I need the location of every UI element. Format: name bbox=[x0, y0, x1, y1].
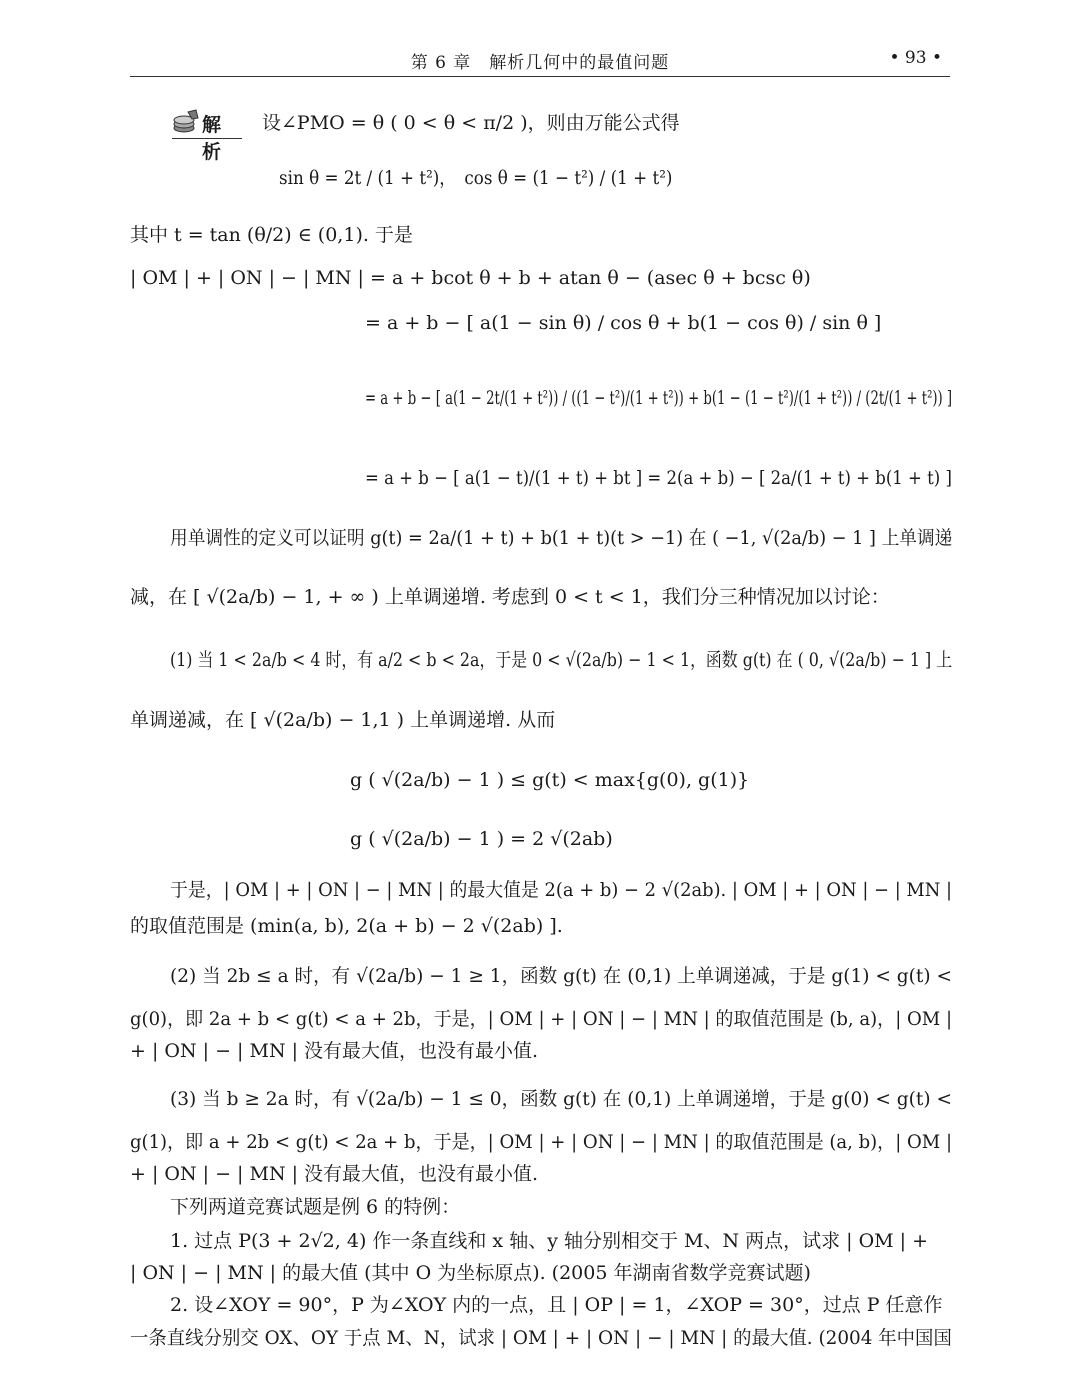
line-16: (2) 当 2b ≤ a 时，有 √(2a/b) − 1 ≥ 1，函数 g(t) 在 (0,1) 上单调递减，于是 g(1) < g(t) < bbox=[170, 965, 953, 987]
line-3: 其中 t = tan (θ/2) ∈ (0,1). 于是 bbox=[130, 224, 413, 246]
line-4-equation: | OM | + | ON | − | MN | = a + bcot θ + b + atan θ − (asec θ + bcsc θ) bbox=[130, 267, 811, 289]
page-number: • 93 • bbox=[889, 48, 942, 68]
line-1: 设∠PMO = θ ( 0 < θ < π/2 )，则由万能公式得 bbox=[262, 112, 680, 134]
line-5-equation: = a + b − [ a(1 − sin θ) / cos θ + b(1 − cos θ) / sin θ ] bbox=[365, 312, 882, 334]
line-6-equation: = a + b − [ a(1 − 2t/(1 + t²)) / ((1 − t²)/(1 + t²)) + b(1 − (1 − t²)/(1 + t²)) / (2t/(1 + t²)) ] bbox=[365, 387, 953, 409]
line-21: + | ON | − | MN | 没有最大值，也没有最小值. bbox=[130, 1163, 539, 1185]
line-7-equation: = a + b − [ a(1 − t)/(1 + t) + bt ] = 2(a + b) − [ 2a/(1 + t) + b(1 + t) ] bbox=[365, 467, 952, 489]
line-14: 于是，| OM | + | ON | − | MN | 的最大值是 2(a + b) − 2 √(2ab). | OM | + | ON | − | MN | bbox=[170, 879, 953, 901]
line-9: 减，在 [ √(2a/b) − 1, + ∞ ) 上单调递增. 考虑到 0 < t < 1，我们分三种情况加以讨论： bbox=[130, 586, 890, 608]
line-17: g(0)，即 2a + b < g(t) < a + 2b，于是，| OM | + | ON | − | MN | 的取值范围是 (b, a)，| OM | bbox=[130, 1008, 953, 1030]
line-25: 2. 设∠XOY = 90°，P 为∠XOY 内的一点，且 | OP | = 1，∠XOP = 30°，过点 P 任意作 bbox=[170, 1294, 943, 1316]
line-23: 1. 过点 P(3 + 2√2, 4) 作一条直线和 x 轴、y 轴分别相交于 M、N 两点，试求 | OM | + bbox=[170, 1230, 929, 1252]
line-26: 一条直线分别交 OX、OY 于点 M、N，试求 | OM | + | ON | − | MN | 的最大值. (2004 年中国国 bbox=[130, 1327, 952, 1349]
line-20: g(1)，即 a + 2b < g(t) < 2a + b，于是，| OM | + | ON | − | MN | 的取值范围是 (a, b)，| OM | bbox=[130, 1131, 953, 1153]
chapter-title: 第 6 章 解析几何中的最值问题 bbox=[410, 53, 670, 73]
line-22: 下列两道竞赛试题是例 6 的特例： bbox=[170, 1196, 461, 1218]
line-15: 的取值范围是 (min(a, b), 2(a + b) − 2 √(2ab) ]. bbox=[130, 915, 563, 937]
badge-underline bbox=[172, 138, 242, 139]
line-19: (3) 当 b ≥ 2a 时，有 √(2a/b) − 1 ≤ 0，函数 g(t) 在 (0,1) 上单调递增，于是 g(0) < g(t) < bbox=[170, 1088, 953, 1110]
line-8: 用单调性的定义可以证明 g(t) = 2a/(1 + t) + b(1 + t)(t > −1) 在 ( −1, √(2a/b) − 1 ] 上单调递 bbox=[170, 527, 953, 549]
line-18: + | ON | − | MN | 没有最大值，也没有最小值. bbox=[130, 1040, 539, 1062]
line-11: 单调递减，在 [ √(2a/b) − 1,1 ) 上单调递增. 从而 bbox=[130, 709, 556, 731]
line-10: (1) 当 1 < 2a/b < 4 时，有 a/2 < b < 2a，于是 0 < √(2a/b) − 1 < 1，函数 g(t) 在 ( 0, √(2a/b) − 1 ] 上 bbox=[170, 649, 953, 671]
line-24: | ON | − | MN | 的最大值 (其中 O 为坐标原点). (2005 年湖南省数学竞赛试题) bbox=[130, 1262, 811, 1284]
line-12-equation: g ( √(2a/b) − 1 ) ≤ g(t) < max{g(0), g(1)} bbox=[350, 769, 750, 791]
solution-label: 解析 bbox=[202, 114, 222, 163]
line-2-formula: sin θ = 2t / (1 + t²)， cos θ = (1 − t²) / (1 + t²) bbox=[279, 167, 673, 189]
running-header bbox=[130, 44, 950, 77]
line-13-equation: g ( √(2a/b) − 1 ) = 2 √(2ab) bbox=[350, 828, 613, 850]
coins-icon bbox=[172, 108, 200, 136]
